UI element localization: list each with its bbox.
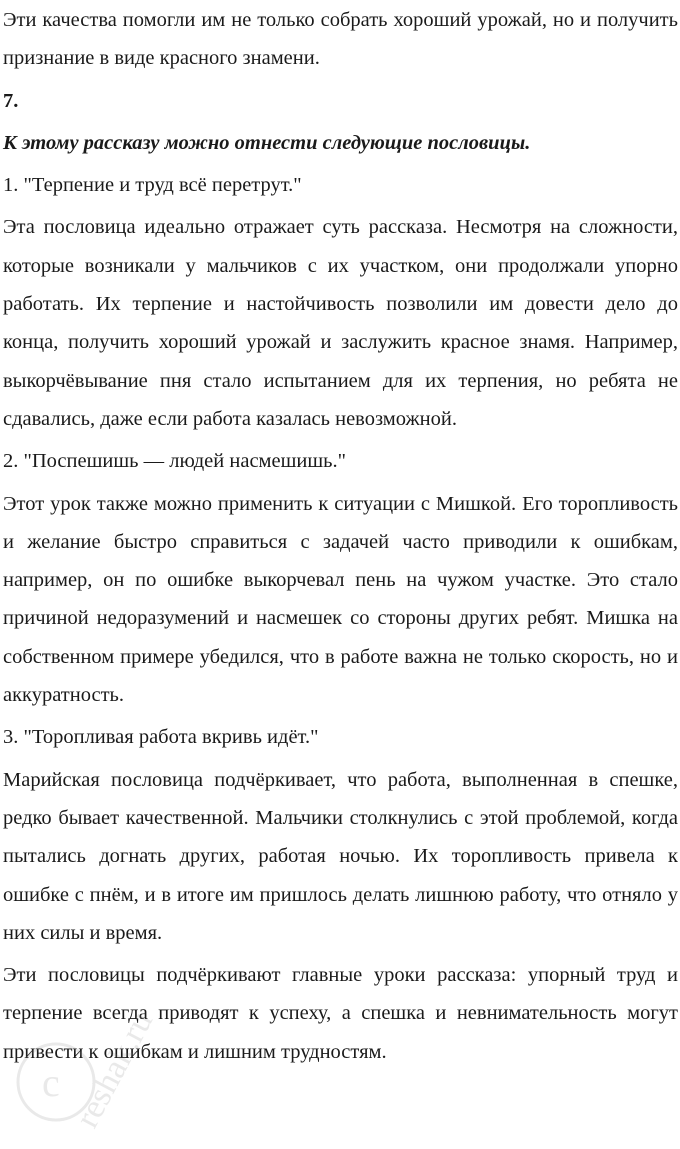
conclusion-paragraph: Эти пословицы подчёркивают главные уроки рассказа: упорный труд и терпение всегда приводят к успеху, а спешка и невнимательность могут привести к ошибкам и лишним трудностям. bbox=[3, 964, 678, 1063]
intro-paragraph: Эти качества помогли им не только собрать хороший урожай, но и получить признание в виде красного знамени. bbox=[3, 9, 678, 70]
explanation-3: Марийская пословица подчёркивает, что работа, выполненная в спешке, редко бывает качественной. Мальчики столкнулись с этой проблемой, когда пытались догнать других, работая ночью. Их торопливость привела к ошибке с пнём, и в итоге им пришлось делать лишнюю работу, что отняло у них силы и время. bbox=[3, 768, 678, 944]
proverb-1: 1. "Терпение и труд всё перетрут." bbox=[3, 174, 302, 197]
section-heading: К этому рассказу можно отнести следующие пословицы. bbox=[3, 131, 531, 154]
copyright-c-glyph: c bbox=[42, 1060, 60, 1105]
proverb-2: 2. "Поспешишь — людей насмешишь." bbox=[3, 450, 346, 473]
proverb-3: 3. "Торопливая работа вкривь идёт." bbox=[3, 726, 319, 749]
section-number: 7. bbox=[3, 89, 19, 112]
document-page bbox=[3, 0, 678, 1071]
explanation-2: Этот урок также можно применить к ситуации с Мишкой. Его торопливость и желание быстро справиться с задачей часто приводили к ошибкам, например, он по ошибке выкорчевал пень на чужом участке. Это стало причиной недоразумений и насмешек со стороны других ребят. Мишка на собственном примере убедился, что в работе важна не только скорость, но и аккуратность. bbox=[3, 492, 678, 707]
explanation-1: Эта пословица идеально отражает суть рассказа. Несмотря на сложности, которые возникали у мальчиков с их участком, они продолжали упорно работать. Их терпение и настойчивость позволили им довести дело до конца, получить хороший урожай и заслужить красное знамя. Например, выкорчёвывание пня стало испытанием для их терпения, но ребята не сдавались, даже если работа казалась невозможной. bbox=[3, 216, 678, 430]
watermark-text: reshak.ru bbox=[68, 1005, 161, 1134]
